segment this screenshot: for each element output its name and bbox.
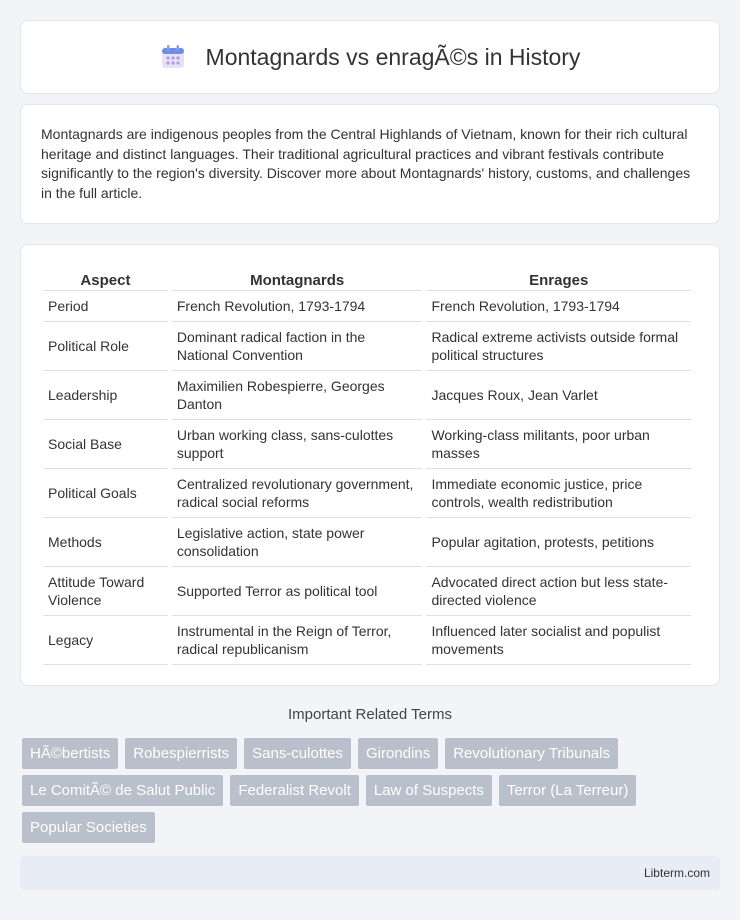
tag-popular-societies[interactable]: Popular Societies xyxy=(22,812,155,843)
comparison-table xyxy=(39,265,695,665)
cell-montagnards: Dominant radical faction in the National Convention xyxy=(172,322,423,371)
header-enrages: Enrages xyxy=(426,265,691,291)
footer-site-link[interactable]: Libterm.com xyxy=(643,866,710,880)
cell-montagnards: Legislative action, state power consolidation xyxy=(172,518,423,567)
cell-montagnards: Centralized revolutionary government, radical social reforms xyxy=(172,469,423,518)
cell-aspect: Period xyxy=(43,291,168,322)
cell-aspect: Political Goals xyxy=(43,469,168,518)
cell-aspect: Social Base xyxy=(43,420,168,469)
table-row xyxy=(43,371,691,420)
tag-federalist-revolt[interactable]: Federalist Revolt xyxy=(230,775,359,806)
intro-card xyxy=(20,104,720,224)
cell-montagnards: Supported Terror as political tool xyxy=(172,567,423,616)
tag-sans-culottes[interactable]: Sans-culottes xyxy=(244,738,351,769)
table-row xyxy=(43,420,691,469)
header-montagnards: Montagnards xyxy=(172,265,423,291)
cell-montagnards: French Revolution, 1793-1794 xyxy=(172,291,423,322)
comparison-table-card xyxy=(20,244,720,686)
tag-girondins[interactable]: Girondins xyxy=(358,738,438,769)
related-terms-title: Important Related Terms xyxy=(288,706,452,723)
cell-enrages: Jacques Roux, Jean Varlet xyxy=(426,371,691,420)
tag-law-of-suspects[interactable]: Law of Suspects xyxy=(366,775,492,806)
header-aspect: Aspect xyxy=(43,265,168,291)
cell-aspect: Methods xyxy=(43,518,168,567)
tag-robespierrists[interactable]: Robespierrists xyxy=(125,738,237,769)
cell-montagnards: Urban working class, sans-culottes support xyxy=(172,420,423,469)
tag-hebertists[interactable]: HÃ©bertists xyxy=(22,738,118,769)
cell-enrages: Radical extreme activists outside formal political structures xyxy=(426,322,691,371)
cell-montagnards: Maximilien Robespierre, Georges Danton xyxy=(172,371,423,420)
cell-enrages: Advocated direct action but less state-directed violence xyxy=(426,567,691,616)
cell-aspect: Leadership xyxy=(43,371,168,420)
intro-text: Montagnards are indigenous peoples from the Central Highlands of Vietnam, known for their rich cultural heritage and distinct languages. Their traditional agricultural practices and vibrant festivals contribute significantly to the region's diversity. Discover more about Montagnards' history, customs, and challenges in the full article. xyxy=(41,126,691,201)
cell-enrages: French Revolution, 1793-1794 xyxy=(426,291,691,322)
cell-enrages: Popular agitation, protests, petitions xyxy=(426,518,691,567)
cell-aspect: Legacy xyxy=(43,616,168,665)
cell-montagnards: Instrumental in the Reign of Terror, radical republicanism xyxy=(172,616,423,665)
table-row xyxy=(43,322,691,371)
tag-revolutionary-tribunals[interactable]: Revolutionary Tribunals xyxy=(445,738,618,769)
calendar-icon xyxy=(160,44,186,70)
cell-enrages: Working-class militants, poor urban masses xyxy=(426,420,691,469)
tag-terror[interactable]: Terror (La Terreur) xyxy=(499,775,636,806)
tag-comite-de-salut-public[interactable]: Le ComitÃ© de Salut Public xyxy=(22,775,223,806)
footer xyxy=(20,856,720,890)
table-row xyxy=(43,291,691,322)
cell-aspect: Political Role xyxy=(43,322,168,371)
table-row xyxy=(43,616,691,665)
table-row xyxy=(43,518,691,567)
table-row xyxy=(43,567,691,616)
table-row xyxy=(43,469,691,518)
cell-enrages: Immediate economic justice, price controls, wealth redistribution xyxy=(426,469,691,518)
page-title: Montagnards vs enragÃ©s in History xyxy=(205,43,581,70)
header-card xyxy=(20,20,720,94)
cell-enrages: Influenced later socialist and populist movements xyxy=(426,616,691,665)
cell-aspect: Attitude Toward Violence xyxy=(43,567,168,616)
related-terms-list xyxy=(22,738,722,849)
